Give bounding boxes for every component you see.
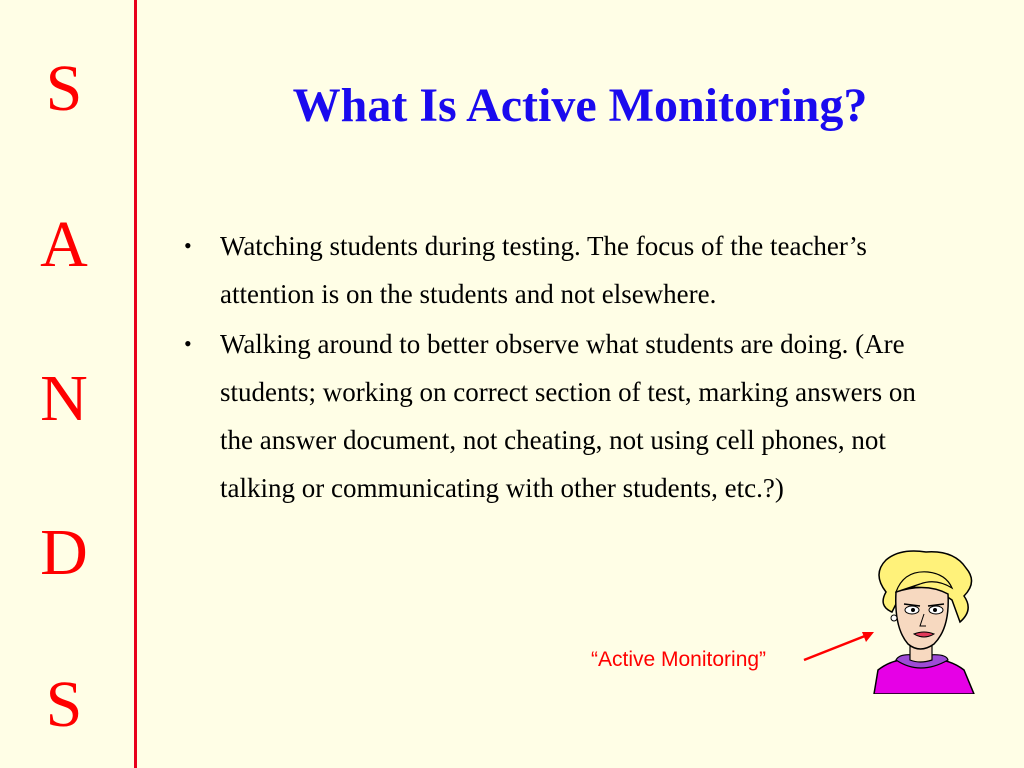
bullet-item-watching (180, 222, 940, 318)
bullet-dot: • (184, 233, 192, 258)
sidebar-letter-s2: S (45, 668, 83, 741)
slide-title: What Is Active Monitoring? (292, 79, 868, 132)
woman-clipart-icon (856, 548, 986, 694)
sidebar-letter-n: N (40, 362, 88, 435)
bullet-text: Watching students during testing. The focus of the teacher’s attention is on the students and not elsewhere. (220, 231, 867, 309)
bullet-list (180, 222, 940, 514)
sands-sidebar (0, 0, 134, 768)
sidebar-letter-d: D (40, 516, 88, 589)
sidebar-letter-a: A (40, 208, 88, 281)
sidebar-letter-s1: S (45, 52, 83, 125)
bullet-text: Walking around to better observe what students are doing. (Are students; working on correct section of test, marking answers on the answer document, not cheating, not using cell phones, not talking or communicating with other students, etc.?) (220, 329, 916, 503)
active-monitoring-caption: “Active Monitoring” (591, 648, 767, 671)
bullet-item-walking (180, 320, 940, 512)
vertical-divider (134, 0, 137, 768)
bullet-dot: • (184, 331, 192, 356)
